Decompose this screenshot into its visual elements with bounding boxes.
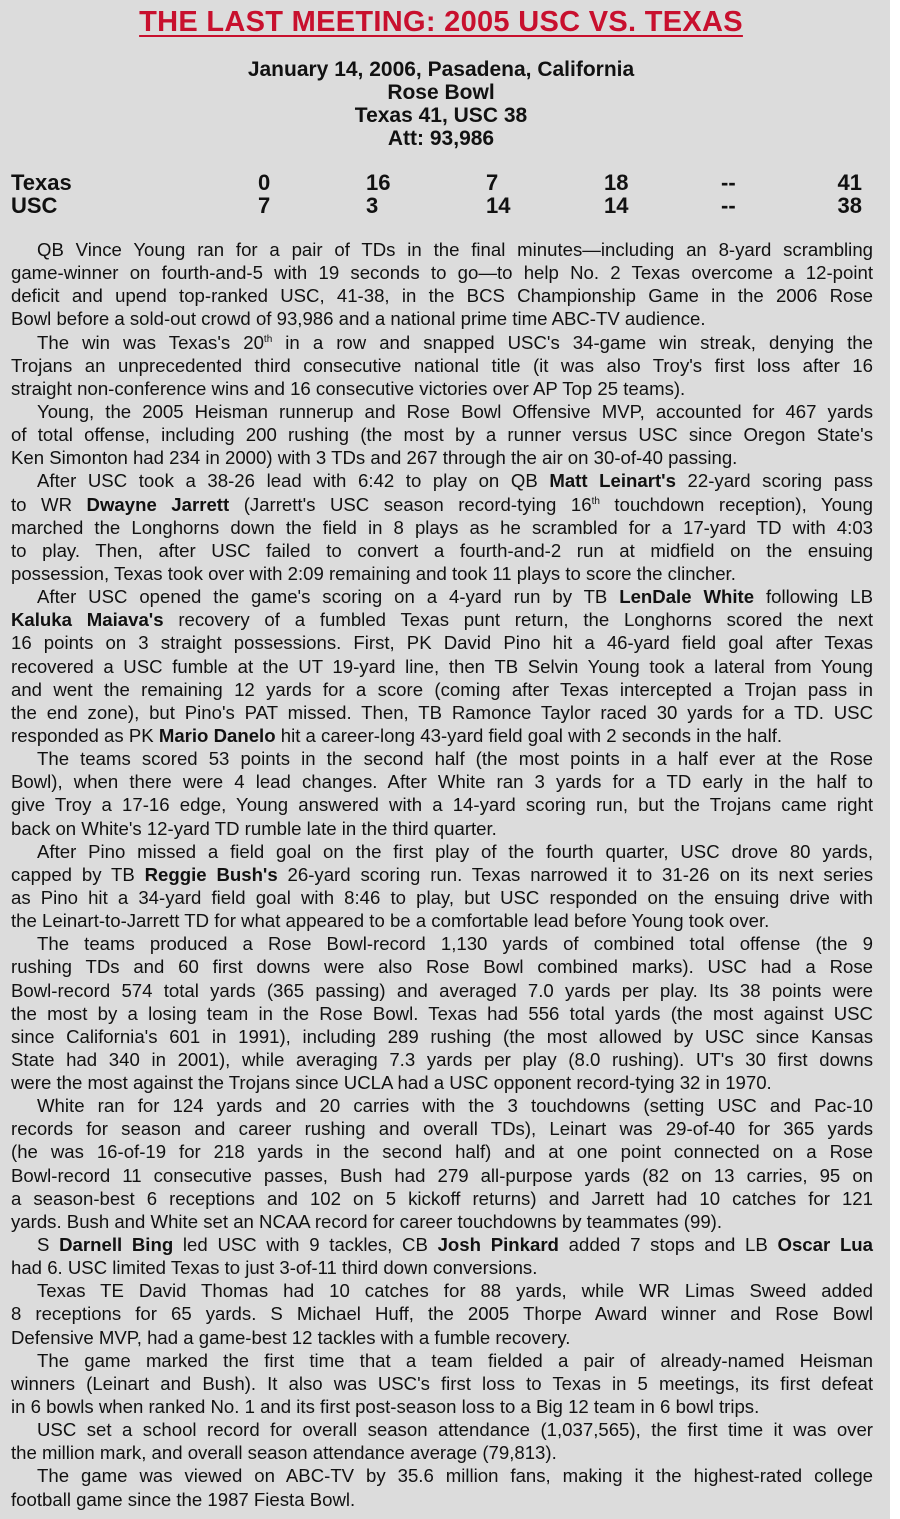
team-name: Texas (11, 170, 72, 195)
total-score: 38 (837, 193, 862, 218)
story-line: Bowl-record 574 total yards (365 passing) and averaged 7.0 yards per play. Its 38 points were (11, 979, 873, 1001)
quarter-1-score: 7 (258, 193, 271, 218)
story-text: hit a career-long 43-yard field goal with 2 seconds in the half. (275, 724, 783, 746)
story-line (11, 493, 873, 516)
story-line: State had 340 in 2001), while averaging 7.3 yards per play (8.0 rushing). UT's 30 first downs (11, 1048, 873, 1070)
story-line: Texas TE David Thomas had 10 catches for 88 yards, while WR Limas Sweed added (37, 1280, 873, 1302)
story-line: The teams scored 53 points in the second half (the most points in a half ever at the Rose (37, 748, 873, 770)
story-line: recovered a USC fumble at the UT 19-yard line, then TB Selvin Young took a lateral from Young (11, 655, 873, 677)
player-name: Oscar Lua (777, 1234, 873, 1256)
linescore-row-texas (0, 170, 882, 194)
story-text: The win was Texas's 20 (37, 331, 264, 353)
story-line: (he was 16-of-19 for 218 yards in the second half) and at one point connected on a Rose (11, 1141, 873, 1163)
game-date-location: January 14, 2006, Pasadena, California (247, 58, 635, 81)
story-line: records for season and career rushing and overall TDs), Leinart was 29-of-40 for 365 yards (11, 1118, 873, 1140)
story-text: added 7 stops and LB (558, 1234, 778, 1256)
story-line: winners (Leinart and Bush). It also was USC's first loss to Texas in 5 meetings, its first defeat (11, 1372, 873, 1394)
player-name: Darnell Bing (59, 1234, 174, 1256)
story-line: Bowl), when there were 4 lead changes. After White ran 3 yards for a TD early in the half to (11, 771, 873, 793)
story-line: 16 points on 3 straight possessions. First, PK David Pino hit a 46-yard field goal after Texas (11, 632, 873, 654)
player-name: Dwayne Jarrett (86, 493, 230, 515)
story-line: since California's 601 in 1991), including 289 rushing (the most allowed by USC since Kansas (11, 1025, 873, 1047)
story-line: USC set a school record for overall season attendance (1,037,565), the first time it was over (37, 1419, 873, 1441)
ordinal-suffix: th (591, 495, 600, 507)
story-text: 26-yard scoring run. Texas narrowed it to 31-26 on its next series (277, 863, 874, 885)
quarter-3-score: 14 (486, 193, 511, 218)
team-name: USC (11, 193, 58, 218)
story-line: football game since the 1987 Fiesta Bowl. (11, 1488, 356, 1510)
story-line: Trojans an unprecedented third consecutive national title (it was also Troy's first loss after 16 (11, 354, 873, 376)
story-text: 22-yard scoring pass (675, 470, 873, 492)
story-text: recovery of a fumbled Texas punt return, the Longhorns scored the next (163, 609, 873, 631)
story-line: Ken Simonton had 234 in 2000) with 3 TDs and 267 through the air on 30-of-40 passing. (11, 447, 738, 469)
story-line: possession, Texas took over with 2:09 remaining and took 11 plays to score the clincher. (11, 562, 736, 584)
story-line: game-winner on fourth-and-5 with 19 seconds to go—to help No. 2 Texas overcome a 12-point (11, 262, 873, 284)
story-text: After USC opened the game's scoring on a 4-yard run by TB (37, 586, 620, 608)
story-line: After Pino missed a field goal on the first play of the fourth quarter, USC drove 80 yards, (37, 840, 873, 862)
story-text: to WR (11, 493, 87, 515)
linescore-row-usc (0, 193, 882, 217)
story-line (11, 469, 873, 492)
story-line: the end zone), but Pino's PAT missed. Then, TB Ramonce Taylor raced 30 yards for a TD. USC (11, 701, 873, 723)
story-line: Defensive MVP, had a game-best 12 tackles with a fumble recovery. (11, 1326, 571, 1348)
story-line (11, 331, 873, 354)
game-attendance: Att: 93,986 (387, 127, 495, 150)
story-text: responded as PK (11, 724, 159, 746)
game-bowl: Rose Bowl (387, 81, 495, 104)
story-line: give Troy a 17-16 edge, Young answered with a 14-yard scoring run, but the Trojans came right (11, 794, 873, 816)
story-line (11, 585, 873, 608)
story-line: were the most against the Trojans since UCLA had a USC opponent record-tying 32 in 1970. (11, 1072, 772, 1094)
story-line: the million mark, and overall season attendance average (79,813). (11, 1442, 557, 1464)
game-story (11, 238, 873, 1511)
player-name: Mario Danelo (158, 724, 276, 746)
quarter-1-score: 0 (258, 170, 271, 195)
story-line: of total offense, including 200 rushing (the most by a runner versus USC since Oregon State's (11, 424, 873, 446)
story-line (11, 1233, 873, 1256)
quarter-4-score: 14 (604, 193, 629, 218)
player-name: Josh Pinkard (437, 1234, 559, 1256)
story-line: the most by a losing team in the Rose Bowl. Texas had 556 total yards (the most against USC (11, 1002, 873, 1024)
story-line (11, 863, 873, 886)
story-line: yards. Bush and White set an NCAA record for career touchdowns by teammates (99). (11, 1210, 723, 1232)
story-line (11, 608, 873, 631)
story-line: had 6. USC limited Texas to just 3-of-11 third down conversions. (11, 1257, 538, 1279)
story-line: as Pino hit a 34-yard field goal with 8:46 to play, but USC responded on the ensuing drive with (11, 886, 873, 908)
quarter-2-score: 3 (366, 193, 379, 218)
story-line: in 6 bowls when ranked No. 1 and its first post-season loss to a Big 12 team in 6 bowl trips. (11, 1396, 760, 1418)
story-text: capped by TB (11, 863, 145, 885)
story-text: After USC took a 38-26 lead with 6:42 to play on QB (37, 470, 550, 492)
player-name: Reggie Bush's (144, 863, 278, 885)
quarter-4-score: 18 (604, 170, 629, 195)
story-text: S (37, 1234, 60, 1256)
story-line: 8 receptions for 65 yards. S Michael Huff, the 2005 Thorpe Award winner and Rose Bowl (11, 1303, 873, 1325)
story-line: The game marked the first time that a team fielded a pair of already-named Heisman (37, 1349, 873, 1371)
story-line: back on White's 12-yard TD rumble late in the third quarter. (11, 817, 497, 839)
story-text: following LB (754, 586, 873, 608)
story-line: Bowl-record 11 consecutive passes, Bush had 279 all-purpose yards (82 on 13 carries, 95 on (11, 1164, 873, 1186)
story-line: deficit and upend top-ranked USC, 41-38, in the BCS Championship Game in the 2006 Rose (11, 285, 873, 307)
game-result: Texas 41, USC 38 (354, 104, 528, 127)
overtime-score: -- (721, 193, 736, 218)
player-name: Kaluka Maiava's (11, 609, 164, 631)
overtime-score: -- (721, 170, 736, 195)
story-line: and went the remaining 12 yards for a score (coming after Texas intercepted a Trojan pass in (11, 678, 873, 700)
story-text: led USC with 9 tackles, CB (173, 1234, 438, 1256)
story-line: rushing TDs and 60 first downs were also Rose Bowl combined marks). USC had a Rose (11, 956, 873, 978)
story-text: in a row and snapped USC's 34-game win streak, denying the (272, 331, 873, 353)
story-line: White ran for 124 yards and 20 carries with the 3 touchdowns (setting USC and Pac-10 (37, 1095, 873, 1117)
page-title: THE LAST MEETING: 2005 USC VS. TEXAS (139, 6, 743, 38)
story-text: (Jarrett's USC season record-tying 16 (229, 493, 592, 515)
player-name: Matt Leinart's (549, 470, 676, 492)
total-score: 41 (837, 170, 862, 195)
story-text: touchdown reception), Young (599, 493, 873, 515)
quarter-3-score: 7 (486, 170, 499, 195)
story-line: QB Vince Young ran for a pair of TDs in the final minutes—including an 8-yard scrambling (37, 239, 873, 260)
story-line: Bowl before a sold-out crowd of 93,986 and a national prime time ABC-TV audience. (11, 308, 706, 330)
story-line: marched the Longhorns down the field in 8 plays as he scrambled for a 17-yard TD with 4:03 (11, 516, 873, 538)
story-line: to play. Then, after USC failed to convert a fourth-and-2 run at midfield on the ensuing (11, 539, 873, 561)
story-line (11, 724, 873, 747)
story-line: straight non-conference wins and 16 consecutive victories over AP Top 25 teams). (11, 377, 686, 399)
story-line: The teams produced a Rose Bowl-record 1,130 yards of combined total offense (the 9 (37, 933, 873, 955)
player-name: LenDale White (619, 586, 755, 608)
quarter-2-score: 16 (366, 170, 391, 195)
story-line: a season-best 6 receptions and 102 on 5 kickoff returns) and Jarrett had 10 catches for 121 (11, 1187, 873, 1209)
ordinal-suffix: th (263, 333, 273, 345)
story-line: The game was viewed on ABC-TV by 35.6 million fans, making it the highest-rated college (37, 1465, 873, 1487)
story-line: the Leinart-to-Jarrett TD for what appeared to be a comfortable lead before Young took over. (11, 910, 770, 932)
story-line: Young, the 2005 Heisman runnerup and Rose Bowl Offensive MVP, accounted for 467 yards (37, 400, 873, 422)
